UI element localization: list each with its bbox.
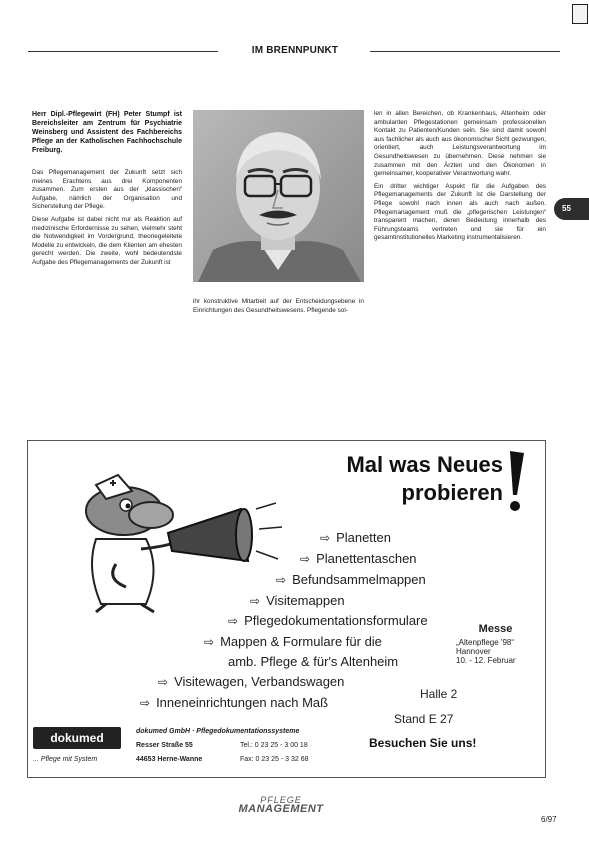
brand-tagline: ... Pflege mit System — [33, 756, 98, 763]
brand-logo: dokumed — [33, 727, 121, 749]
arrow-icon: ⇨ — [250, 594, 261, 608]
ad-list-item: ⇨ Inneneinrichtungen nach Maß — [140, 695, 329, 710]
messe-line: „Altenpflege '98“ — [456, 638, 515, 647]
company-city: 44653 Herne-Wanne — [136, 756, 203, 763]
messe-line: Hannover — [456, 647, 491, 656]
slogan-line-2: probieren — [401, 480, 503, 505]
ad-list-item: ⇨ Befundsammelmappen — [276, 572, 426, 587]
article-column-3 — [374, 110, 546, 247]
ad-list-item: ⇨ Visitewagen, Verbandswagen — [158, 674, 345, 689]
header-rule-right — [370, 51, 560, 52]
article-paragraph: Das Pflegemanagement der Zukunft setzt sich meines Erachtens aus drei Komponenten zusammen. Zum ersten aus der „klassischen“ Aufgabe, nämlich der Organisation und Sicherstellung der Pflege. — [32, 169, 182, 211]
company-line: dokumed GmbH · Pflegedokumentationssysteme — [136, 728, 300, 735]
ad-list-item-continued: amb. Pflege & für's Altenheim — [228, 654, 399, 669]
section-title: IM BRENNPUNKT — [251, 45, 339, 56]
messe-hall: Halle 2 — [420, 687, 458, 701]
page-corner-mark — [572, 4, 588, 24]
arrow-icon: ⇨ — [228, 614, 239, 628]
ad-list-item: ⇨ Planettentaschen — [300, 551, 417, 566]
arrow-icon: ⇨ — [158, 675, 169, 689]
company-phone: Tel.: 0 23 25 - 3 00 18 — [240, 742, 308, 749]
arrow-icon: ⇨ — [204, 635, 215, 649]
ad-list-item: ⇨ Visitemappen — [250, 593, 345, 608]
author-photo — [193, 110, 364, 282]
arrow-icon: ⇨ — [300, 552, 311, 566]
header-rule-left — [28, 51, 218, 52]
arrow-icon: ⇨ — [276, 573, 287, 587]
arrow-icon: ⇨ — [140, 696, 151, 710]
messe-stand: Stand E 27 — [394, 712, 454, 726]
messe-title: Messe — [478, 623, 513, 635]
page-number-tab: 55 — [554, 198, 589, 220]
company-fax: Fax: 0 23 25 - 3 32 68 — [240, 756, 309, 763]
company-street: Resser Straße 55 — [136, 742, 193, 749]
magazine-logo — [226, 795, 336, 815]
article-column-1 — [32, 110, 182, 272]
messe-cta: Besuchen Sie uns! — [369, 736, 477, 750]
portrait-image — [193, 110, 364, 282]
arrow-icon: ⇨ — [320, 531, 331, 545]
article-column-2 — [193, 298, 364, 319]
ad-list-item: ⇨ Mappen & Formulare für die — [204, 634, 382, 649]
trade-fair-info — [448, 623, 543, 665]
messe-line: 10. - 12. Februar — [456, 656, 516, 665]
ad-list-item: ⇨ Planetten — [320, 530, 391, 545]
slogan-line-1: Mal was Neues — [346, 452, 503, 477]
logo-line-2: MANAGEMENT — [238, 803, 324, 815]
article-paragraph: ihr konstruktive Mitarbeit auf der Entscheidungsebene in Einrichtungen des Gesundheitswesens. Pflegende sol- — [193, 298, 364, 314]
logo-line-1: PFLEGE — [260, 795, 302, 805]
exclamation-icon — [502, 449, 528, 515]
article-paragraph: Ein dritter wichtiger Aspekt für die Aufgaben des Pflegemanagements der Zukunft ist die Darstellung der Pflege sowohl nach innen als auch nach außen. Pflegemanagement muß die „pflegerischen Leistungen“ transparent machen, deren Bedeutung innerhalb des Führungsteams vertreten und sie für ein gesamtinstitutionelles Marketing instrumentalisieren. — [374, 182, 546, 242]
author-bio: Herr Dipl.-Pflegewirt (FH) Peter Stumpf ist Bereichsleiter am Zentrum für Psychiatrie Weinsberg und Assistent des Fachbereichs Pflege an der Katholischen Fachhochschule Freiburg. — [32, 111, 182, 154]
issue-number: 6/97 — [541, 815, 557, 824]
article-paragraph: Diese Aufgabe ist dabei nicht nur als Reaktion auf medizinische Erfordernisse zu sehen, vielmehr steht die Notwendigkeit im Vordergrund, theoriegeleitete Modelle zu entwickeln, die dem Klienten am ehesten gerecht werden. Die zweite, wohl bedeutendste Aufgabe des Pflegemanagements der Zukunft ist — [32, 215, 182, 266]
article-paragraph: len in allen Bereichen, ob Krankenhaus, Altenheim oder ambulanten Pflegestationen gemeinsam professionellen Kontakt zu Patienten/Kunden sein. Sie sind damit sowohl aus fachlicher als auch aus ökonomischer Sicht gezwungen, orientiert, auch Leistungsverantwortung im Gesundheitswesen zu übernehmen. Diese nehmen sie zusammen mit den Ärzten und den Ökonomen in gemeinsamer, kooperativer Verantwortung wahr. — [374, 110, 546, 178]
ad-list-item: ⇨ Pflegedokumentationsformulare — [228, 613, 428, 628]
